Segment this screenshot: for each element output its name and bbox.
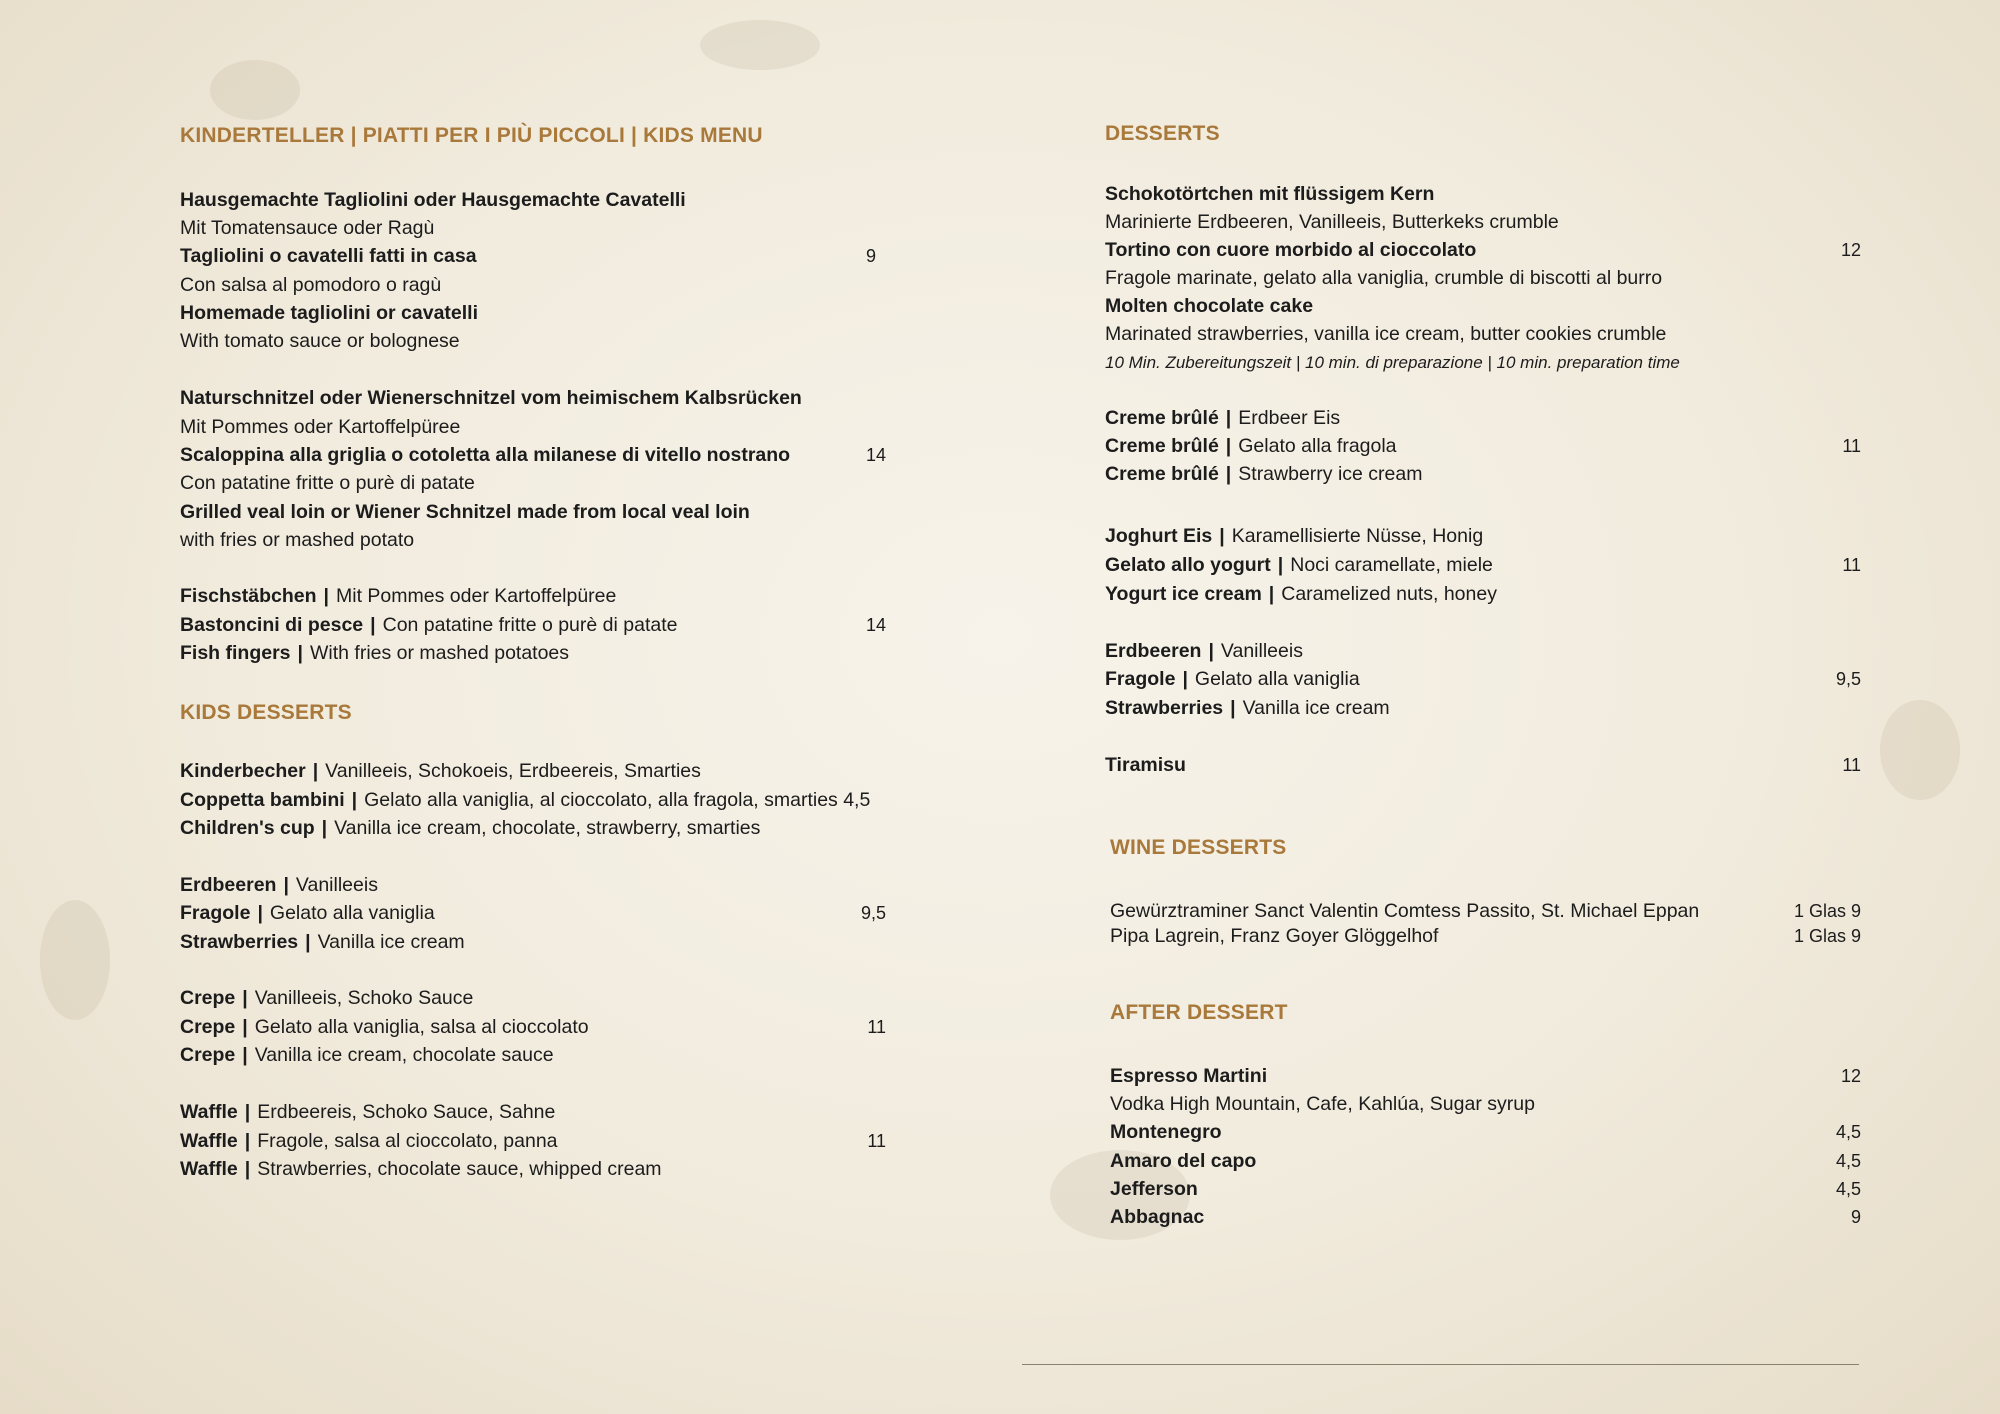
fish-it-name: Bastoncini di pesce	[180, 614, 364, 636]
creme-it-name: Creme brûlé	[1105, 435, 1219, 457]
pasta-en-title: Homemade tagliolini or cavatelli	[180, 302, 479, 324]
crepe-it-line: Crepe | Gelato alla vaniglia, salsa al cioccolato	[180, 1016, 589, 1038]
fish-de-name: Fischstäbchen	[180, 585, 317, 607]
yogurt-it-desc: Noci caramellate, miele	[1290, 554, 1493, 576]
jefferson-price: 4,5	[1835, 1179, 1861, 1199]
kids-erdbeeren-it-line: Fragole | Gelato alla vaniglia	[180, 902, 435, 924]
erdbeeren-de-line: Erdbeeren | Vanilleeis	[1105, 640, 1303, 662]
jefferson-name: Jefferson	[1110, 1178, 1198, 1200]
kinderbecher-de-name: Kinderbecher	[180, 760, 306, 782]
kids-erdbeeren-de-desc: Vanilleeis	[295, 874, 378, 896]
waffle-it-name: Waffle	[180, 1130, 238, 1152]
waffle-de-line: Waffle | Erdbeereis, Schoko Sauce, Sahne	[180, 1101, 556, 1123]
kids-erdbeeren-de-line: Erdbeeren | Vanilleeis	[180, 874, 378, 896]
lava-it-desc: Fragole marinate, gelato alla vaniglia, crumble di biscotti al burro	[1105, 267, 1663, 289]
erdbeeren-it-desc: Gelato alla vaniglia	[1194, 668, 1360, 690]
waffle-de-name: Waffle	[180, 1101, 238, 1123]
kinderbecher-de-desc: Vanilleeis, Schokoeis, Erdbeereis, Smarties	[325, 760, 701, 782]
erdbeeren-en-line: Strawberries | Vanilla ice cream	[1105, 697, 1390, 719]
espresso-price: 12	[1840, 1066, 1861, 1086]
yogurt-it-name: Gelato allo yogurt	[1105, 554, 1271, 576]
schnitzel-de-title: Naturschnitzel oder Wienerschnitzel vom heimischem Kalbsrücken	[180, 387, 802, 409]
yogurt-en-desc: Caramelized nuts, honey	[1281, 583, 1497, 605]
montenegro-price: 4,5	[1835, 1122, 1861, 1142]
waffle-en-desc: Strawberries, chocolate sauce, whipped cream	[257, 1158, 662, 1180]
crepe-en-desc: Vanilla ice cream, chocolate sauce	[254, 1044, 554, 1066]
fish-de-line: Fischstäbchen | Mit Pommes oder Kartoffelpüree	[180, 585, 617, 607]
schnitzel-it-title: Scaloppina alla griglia o cotoletta alla milanese di vitello nostrano	[180, 444, 791, 466]
kinderbecher-de-line: Kinderbecher | Vanilleeis, Schokoeis, Erdbeereis, Smarties	[180, 760, 701, 782]
schnitzel-de-desc: Mit Pommes oder Kartoffelpüree	[180, 416, 461, 438]
wine-2-price: 1 Glas 9	[1793, 926, 1861, 946]
waffle-de-desc: Erdbeereis, Schoko Sauce, Sahne	[257, 1101, 556, 1123]
lava-it-title: Tortino con cuore morbido al cioccolato	[1105, 239, 1477, 261]
fish-en-line: Fish fingers | With fries or mashed potatoes	[180, 642, 570, 664]
kinderbecher-en-line: Children's cup | Vanilla ice cream, chocolate, strawberry, smarties	[180, 817, 761, 839]
kids-erdbeeren-price: 9,5	[860, 903, 886, 923]
amaro-name: Amaro del capo	[1110, 1150, 1257, 1172]
lava-en-desc: Marinated strawberries, vanilla ice cream, butter cookies crumble	[1105, 323, 1667, 345]
montenegro-name: Montenegro	[1110, 1121, 1222, 1143]
creme-de-desc: Erdbeer Eis	[1238, 407, 1341, 429]
kids-menu-heading: KINDERTELLER | PIATTI PER I PIÙ PICCOLI | KIDS MENU	[180, 124, 763, 147]
fish-price: 14	[865, 615, 886, 635]
erdbeeren-it-line: Fragole | Gelato alla vaniglia	[1105, 668, 1360, 690]
abbagnac-name: Abbagnac	[1110, 1206, 1205, 1228]
kids-erdbeeren-en-line: Strawberries | Vanilla ice cream	[180, 931, 465, 953]
lava-prep-note: 10 Min. Zubereitungszeit | 10 min. di preparazione | 10 min. preparation time	[1105, 353, 1680, 372]
kids-erdbeeren-it-name: Fragole	[180, 902, 251, 924]
amaro-price: 4,5	[1835, 1151, 1861, 1171]
erdbeeren-it-name: Fragole	[1105, 668, 1176, 690]
yogurt-en-line: Yogurt ice cream | Caramelized nuts, honey	[1105, 583, 1497, 605]
waffle-price: 11	[867, 1131, 886, 1151]
kinderbecher-en-name: Children's cup	[180, 817, 315, 839]
fish-de-desc: Mit Pommes oder Kartoffelpüree	[336, 585, 617, 607]
wine-1-price: 1 Glas 9	[1793, 901, 1861, 921]
creme-en-line: Creme brûlé | Strawberry ice cream	[1105, 463, 1423, 485]
waffle-it-desc: Fragole, salsa al cioccolato, panna	[257, 1130, 558, 1152]
waffle-en-name: Waffle	[180, 1158, 238, 1180]
crepe-price: 11	[867, 1017, 886, 1037]
fish-it-line: Bastoncini di pesce | Con patatine fritte o purè di patate	[180, 614, 678, 636]
erdbeeren-en-desc: Vanilla ice cream	[1242, 697, 1390, 719]
fish-en-desc: With fries or mashed potatoes	[310, 642, 570, 664]
wine-2-name: Pipa Lagrein, Franz Goyer Glöggelhof	[1110, 925, 1439, 947]
lava-de-title: Schokotörtchen mit flüssigem Kern	[1105, 183, 1435, 205]
lava-price: 12	[1840, 240, 1861, 260]
kids-erdbeeren-de-name: Erdbeeren	[180, 874, 277, 896]
wine-desserts-heading: WINE DESSERTS	[1110, 836, 1287, 859]
waffle-it-line: Waffle | Fragole, salsa al cioccolato, panna	[180, 1130, 558, 1152]
creme-it-line: Creme brûlé | Gelato alla fragola	[1105, 435, 1397, 457]
footer-divider	[1022, 1364, 1859, 1365]
espresso-name: Espresso Martini	[1110, 1065, 1268, 1087]
pasta-it-desc: Con salsa al pomodoro o ragù	[180, 274, 442, 296]
kinderbecher-it-line: Coppetta bambini | Gelato alla vaniglia, al cioccolato, alla fragola, smarties 4,5	[180, 789, 871, 811]
pasta-en-desc: With tomato sauce or bolognese	[180, 330, 460, 352]
yogurt-de-desc: Karamellisierte Nüsse, Honig	[1231, 525, 1484, 547]
schnitzel-en-title: Grilled veal loin or Wiener Schnitzel made from local veal loin	[180, 501, 750, 523]
crepe-it-name: Crepe	[180, 1016, 236, 1038]
yogurt-en-name: Yogurt ice cream	[1105, 583, 1262, 605]
lava-de-desc: Marinierte Erdbeeren, Vanilleeis, Butterkeks crumble	[1105, 211, 1559, 233]
creme-de-name: Creme brûlé	[1105, 407, 1219, 429]
erdbeeren-price: 9,5	[1835, 669, 1861, 689]
espresso-desc: Vodka High Mountain, Cafe, Kahlúa, Sugar syrup	[1110, 1093, 1535, 1115]
yogurt-de-name: Joghurt Eis	[1105, 525, 1213, 547]
abbagnac-price: 9	[1850, 1207, 1861, 1227]
kids-erdbeeren-en-name: Strawberries	[180, 931, 299, 953]
pasta-price: 9	[865, 246, 876, 266]
kids-erdbeeren-it-desc: Gelato alla vaniglia	[269, 902, 435, 924]
kinderbecher-it-name: Coppetta bambini	[180, 789, 345, 811]
creme-de-line: Creme brûlé | Erdbeer Eis	[1105, 407, 1341, 429]
crepe-en-name: Crepe	[180, 1044, 236, 1066]
kids-erdbeeren-en-desc: Vanilla ice cream	[317, 931, 465, 953]
after-dessert-heading: AFTER DESSERT	[1110, 1001, 1288, 1024]
schnitzel-en-desc: with fries or mashed potato	[180, 529, 415, 551]
crepe-de-name: Crepe	[180, 987, 236, 1009]
kids-desserts-heading: KIDS DESSERTS	[180, 701, 352, 724]
tiramisu-price: 11	[1842, 755, 1861, 775]
pasta-de-desc: Mit Tomatensauce oder Ragù	[180, 217, 435, 239]
yogurt-de-line: Joghurt Eis | Karamellisierte Nüsse, Honig	[1105, 525, 1484, 547]
schnitzel-it-desc: Con patatine fritte o purè di patate	[180, 472, 475, 494]
crepe-de-line: Crepe | Vanilleeis, Schoko Sauce	[180, 987, 474, 1009]
erdbeeren-de-desc: Vanilleeis	[1220, 640, 1303, 662]
creme-it-desc: Gelato alla fragola	[1238, 435, 1397, 457]
pasta-de-title: Hausgemachte Tagliolini oder Hausgemachte Cavatelli	[180, 189, 686, 211]
fish-it-desc: Con patatine fritte o purè di patate	[382, 614, 678, 636]
yogurt-it-line: Gelato allo yogurt | Noci caramellate, miele	[1105, 554, 1493, 576]
crepe-it-desc: Gelato alla vaniglia, salsa al cioccolato	[254, 1016, 589, 1038]
kinderbecher-it-desc: Gelato alla vaniglia, al cioccolato, alla fragola, smarties 4,5	[364, 789, 871, 811]
schnitzel-price: 14	[865, 445, 886, 465]
creme-price: 11	[1842, 436, 1861, 456]
kinderbecher-en-desc: Vanilla ice cream, chocolate, strawberry, smarties	[334, 817, 761, 839]
creme-en-desc: Strawberry ice cream	[1238, 463, 1423, 485]
creme-en-name: Creme brûlé	[1105, 463, 1219, 485]
crepe-de-desc: Vanilleeis, Schoko Sauce	[254, 987, 474, 1009]
yogurt-price: 11	[1842, 555, 1861, 575]
erdbeeren-en-name: Strawberries	[1105, 697, 1224, 719]
tiramisu-name: Tiramisu	[1105, 754, 1186, 776]
waffle-en-line: Waffle | Strawberries, chocolate sauce, whipped cream	[180, 1158, 662, 1180]
lava-en-title: Molten chocolate cake	[1105, 295, 1314, 317]
wine-1-name: Gewürztraminer Sanct Valentin Comtess Passito, St. Michael Eppan	[1110, 900, 1700, 922]
pasta-it-title: Tagliolini o cavatelli fatti in casa	[180, 245, 477, 267]
crepe-en-line: Crepe | Vanilla ice cream, chocolate sauce	[180, 1044, 554, 1066]
erdbeeren-de-name: Erdbeeren	[1105, 640, 1202, 662]
fish-en-name: Fish fingers	[180, 642, 291, 664]
desserts-heading: DESSERTS	[1105, 122, 1220, 145]
